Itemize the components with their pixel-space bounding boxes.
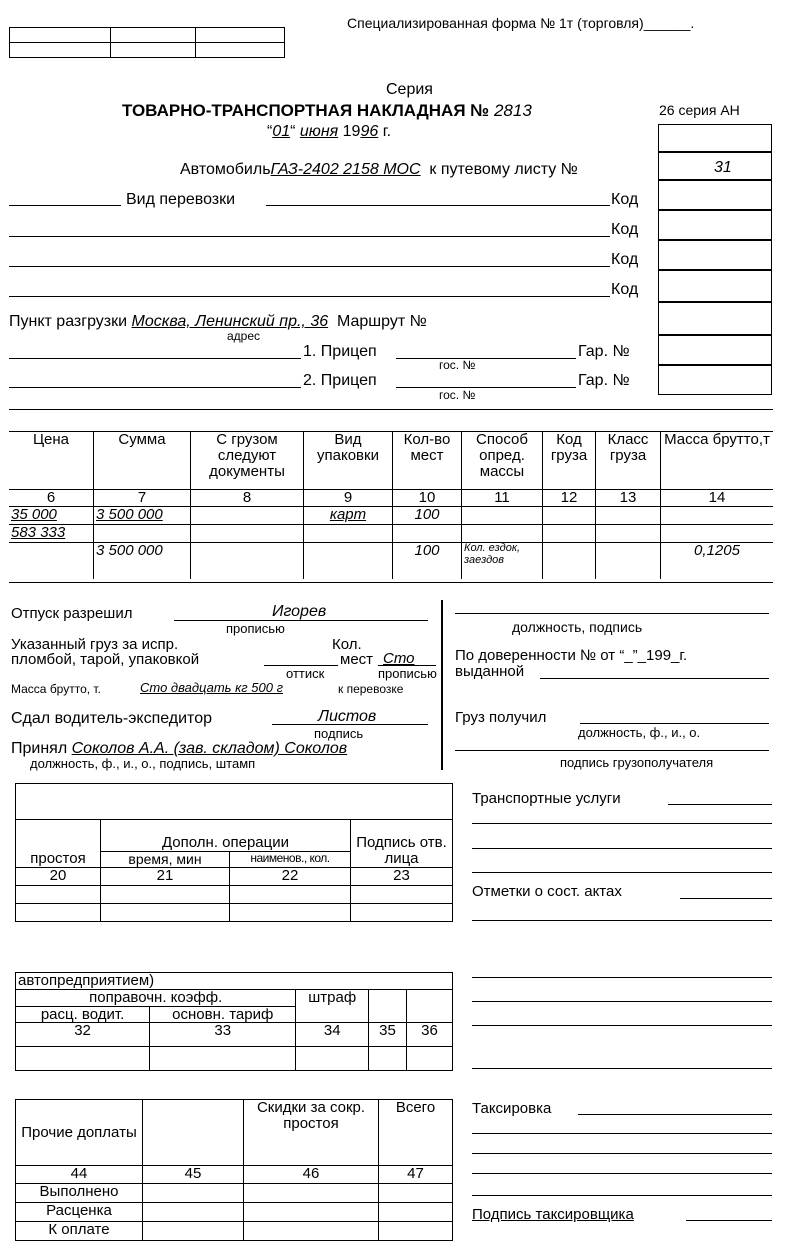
col-price: Цена <box>9 432 94 490</box>
garage-no-1: Гар. № <box>578 343 630 360</box>
taxer-sign: Подпись таксировщика <box>472 1206 634 1223</box>
code-label-2: Код <box>611 221 639 238</box>
transport-type-label: Вид перевозки <box>126 191 236 208</box>
pay-num: 46 <box>244 1166 379 1184</box>
gov-no-2: гос. № <box>439 388 476 402</box>
goods-label-1: Указанный груз за испр. <box>11 636 179 653</box>
stamp-caption: оттиск <box>286 666 325 681</box>
coef-num: 33 <box>150 1023 296 1047</box>
allowed-caption: прописью <box>226 621 285 636</box>
ops-time: время, мин <box>101 852 230 868</box>
colnum: 13 <box>596 490 661 507</box>
trailer-2-label: 2. Прицеп <box>303 372 377 389</box>
coef-num: 32 <box>16 1023 150 1047</box>
colnum: 14 <box>661 490 774 507</box>
mass-value: Сто двадцать кг 500 г <box>140 680 283 695</box>
pay-discount: Скидки за сокр. простоя <box>244 1100 379 1166</box>
code-label-3: Код <box>611 251 639 268</box>
coef-num: 36 <box>406 1023 452 1047</box>
series-label: Серия <box>386 81 433 98</box>
unload-line: Пункт разгрузки Москва, Ленинский пр., 36 Маршрут № <box>9 313 427 330</box>
row2-price: 583 333 <box>9 525 94 543</box>
coef-table <box>15 972 453 1071</box>
coef-fine: штраф <box>296 989 369 1023</box>
col-method: Способ опред. массы <box>462 432 543 490</box>
ops-num: 20 <box>16 867 101 885</box>
handed-caption: подпись <box>314 726 364 741</box>
goods-table <box>9 431 773 579</box>
total-sum: 3 500 000 <box>94 543 191 579</box>
coef-num: 35 <box>369 1023 407 1047</box>
mass-label: Масса брутто, т. <box>11 682 101 696</box>
pay-num: 47 <box>379 1166 453 1184</box>
row1-price: 35 000 <box>9 507 94 525</box>
row1-sum: 3 500 000 <box>94 507 191 525</box>
issued-label: выданной <box>455 663 525 680</box>
code-label-1: Код <box>611 191 639 208</box>
received-label: Груз получил <box>455 709 547 726</box>
pay-table <box>15 1099 453 1241</box>
col-mass: Масса брутто,т <box>661 432 774 490</box>
waybill-number: 31 <box>714 159 732 176</box>
code-label-4: Код <box>611 281 639 298</box>
ops-name: наименов., кол. <box>230 852 351 868</box>
colnum: 11 <box>462 490 543 507</box>
pay-row-rate: Расценка <box>16 1203 143 1222</box>
coef-driver: расц. водит. <box>16 1006 150 1023</box>
col-docs: С грузом следуют документы <box>191 432 304 490</box>
accepted-caption: должность, ф., и., о., подпись, штамп <box>30 756 256 771</box>
ops-num: 23 <box>351 867 453 885</box>
colnum: 10 <box>393 490 462 507</box>
trailer-1-label: 1. Прицеп <box>303 343 377 360</box>
allowed-label: Отпуск разрешил <box>11 605 133 622</box>
doc-title: ТОВАРНО-ТРАНСПОРТНАЯ НАКЛАДНАЯ № 2813 <box>122 101 532 120</box>
coef-num: 34 <box>296 1023 369 1047</box>
colnum: 6 <box>9 490 94 507</box>
pay-num: 45 <box>143 1166 244 1184</box>
col-qty: Кол-во мест <box>393 432 462 490</box>
top-left-grid <box>9 27 285 58</box>
colnum: 8 <box>191 490 304 507</box>
ops-header: Дополн. операции <box>101 820 351 852</box>
colnum: 12 <box>543 490 596 507</box>
goods-label-2: пломбой, тарой, упаковкой <box>11 651 200 668</box>
handed-label: Сдал водитель-экспедитор <box>11 710 212 727</box>
row1-qty: 100 <box>393 507 462 525</box>
specialized-form-label: Специализированная форма № 1т (торговля)______. <box>347 15 695 31</box>
colnum: 7 <box>94 490 191 507</box>
receiver-sign-caption: подпись грузополучателя <box>560 755 714 770</box>
pay-row-topay: К оплате <box>16 1222 143 1241</box>
row1-pack: карт <box>304 507 393 525</box>
pay-row-done: Выполнено <box>16 1184 143 1203</box>
acts-label: Отметки о сост. актах <box>472 883 622 900</box>
handed-value: Листов <box>318 708 377 725</box>
doc-date: “01“ июня 1996 г. <box>267 123 392 140</box>
col-code: Код груза <box>543 432 596 490</box>
coef-top: автопредприятием) <box>16 973 453 990</box>
allowed-value: Игорев <box>272 603 327 620</box>
col-class: Класс груза <box>596 432 661 490</box>
proxy-label: По доверенности № от “_”_199_г. <box>455 647 688 664</box>
ops-idle: простоя <box>16 820 101 868</box>
colnum: 9 <box>304 490 393 507</box>
col-sum: Сумма <box>94 432 191 490</box>
places-caption: прописью <box>378 666 437 681</box>
fio-caption: должность, ф., и., о. <box>578 725 701 740</box>
coef-tariff: основн. тариф <box>150 1006 296 1023</box>
ops-table <box>15 783 453 922</box>
coef-header: поправочн. коэфф. <box>16 989 296 1006</box>
pay-other: Прочие доплаты <box>16 1100 143 1166</box>
ops-num: 22 <box>230 867 351 885</box>
to-transport: к перевозке <box>338 682 404 696</box>
total-mass: 0,1205 <box>661 543 774 579</box>
ops-num: 21 <box>101 867 230 885</box>
auto-line: АвтомобильГАЗ-2402 2158 МОС к путевому листу № <box>180 161 578 178</box>
pay-num: 44 <box>16 1166 143 1184</box>
taxing-label: Таксировка <box>472 1100 552 1117</box>
places-label-1: Кол. <box>332 636 362 653</box>
total-qty: 100 <box>393 543 462 579</box>
pay-total: Всего <box>379 1100 453 1166</box>
transport-services-label: Транспортные услуги <box>472 790 621 807</box>
garage-no-2: Гар. № <box>578 372 630 389</box>
gov-no-1: гос. № <box>439 358 476 372</box>
ops-sign: Подпись отв. лица <box>351 820 453 868</box>
series-right: 26 серия АН <box>659 102 740 118</box>
places-label-2: мест <box>340 651 374 668</box>
position-caption: должность, подпись <box>512 619 643 635</box>
places-value: Сто <box>383 650 415 667</box>
accepted-line: Принял Соколов А.А. (зав. складом) Соколов <box>11 740 348 757</box>
address-caption: адрес <box>227 329 261 343</box>
col-pack: Вид упаковки <box>304 432 393 490</box>
total-method: Кол. ездок, заездов <box>462 543 543 579</box>
